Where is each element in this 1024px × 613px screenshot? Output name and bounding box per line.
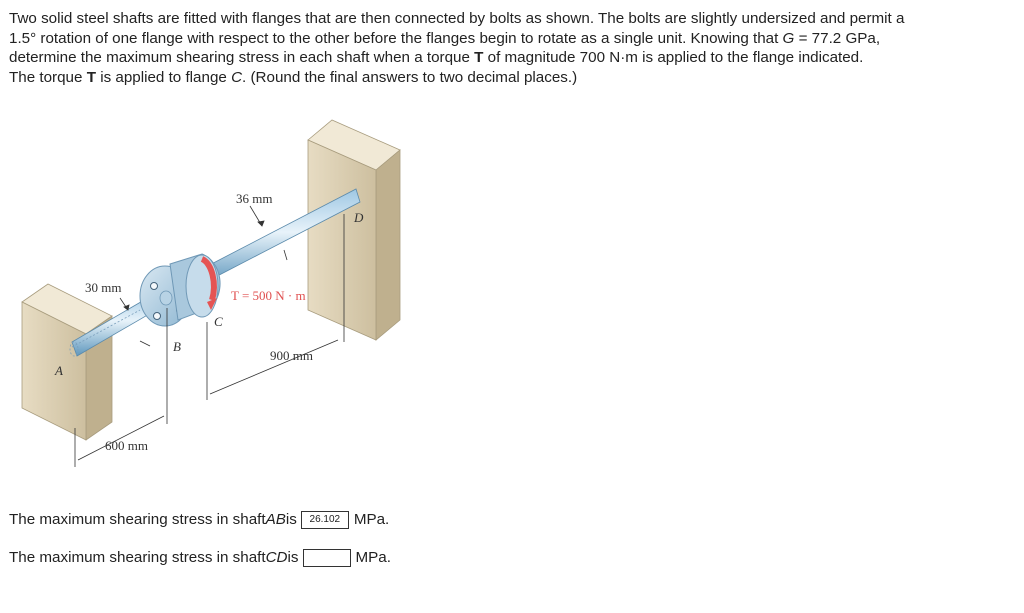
answer-cd-prefix: The maximum shearing stress in shaft xyxy=(9,549,266,566)
problem-line-1: Two solid steel shafts are fitted with flanges that are then connected by bolts as shown. The bolts are slightly undersized and permit a xyxy=(9,10,905,27)
answer-cd-row xyxy=(9,548,391,568)
answer-cd-is: is xyxy=(287,549,299,566)
answer-ab-unit: MPa. xyxy=(353,511,390,528)
t-symbol: T xyxy=(474,49,484,67)
problem-line-4c: . (Round the final answers to two decimal places.) xyxy=(242,68,578,86)
dim-36-label: 36 mm xyxy=(236,191,273,206)
problem-line-3a: determine the maximum shearing stress in each shaft when a torque xyxy=(9,49,475,67)
answer-ab-shaft: AB xyxy=(265,511,286,528)
label-b: B xyxy=(173,339,181,354)
answer-ab-is: is xyxy=(285,511,297,528)
problem-line-4a: The torque xyxy=(9,68,87,86)
shaft-flange-figure xyxy=(0,110,470,480)
answer-cd-shaft: CD xyxy=(265,549,288,566)
answer-ab-row xyxy=(9,510,389,530)
answer-cd-input[interactable] xyxy=(303,549,351,567)
problem-line-2a: 1.5° rotation of one flange with respect to the other before the flanges begin to rotate as a single unit. Knowing that xyxy=(9,29,783,47)
wall-d xyxy=(308,120,400,340)
problem-statement xyxy=(9,9,1014,87)
dim-600-label: 600 mm xyxy=(105,438,148,453)
dim-900-label: 900 mm xyxy=(270,348,313,363)
c-symbol: C xyxy=(231,68,243,86)
leader-lines xyxy=(75,206,344,467)
label-c: C xyxy=(214,314,223,329)
t-symbol-2: T xyxy=(86,68,96,86)
answer-ab-prefix: The maximum shearing stress in shaft xyxy=(9,511,266,528)
problem-line-4b: is applied to flange xyxy=(95,68,232,86)
problem-line-3b: of magnitude 700 N·m is applied to the flange indicated. xyxy=(483,49,864,67)
problem-line-2b: = 77.2 GPa, xyxy=(794,29,881,47)
label-d: D xyxy=(354,210,364,225)
answer-cd-unit: MPa. xyxy=(355,549,391,566)
wall-a xyxy=(22,284,112,440)
label-a: A xyxy=(55,363,63,378)
dim-30-label: 30 mm xyxy=(85,280,122,295)
answer-ab-input[interactable]: 26.102 xyxy=(301,511,349,529)
torque-label: T = 500 N · m xyxy=(231,288,306,303)
g-symbol: G xyxy=(782,29,795,47)
flange-c xyxy=(170,254,220,320)
